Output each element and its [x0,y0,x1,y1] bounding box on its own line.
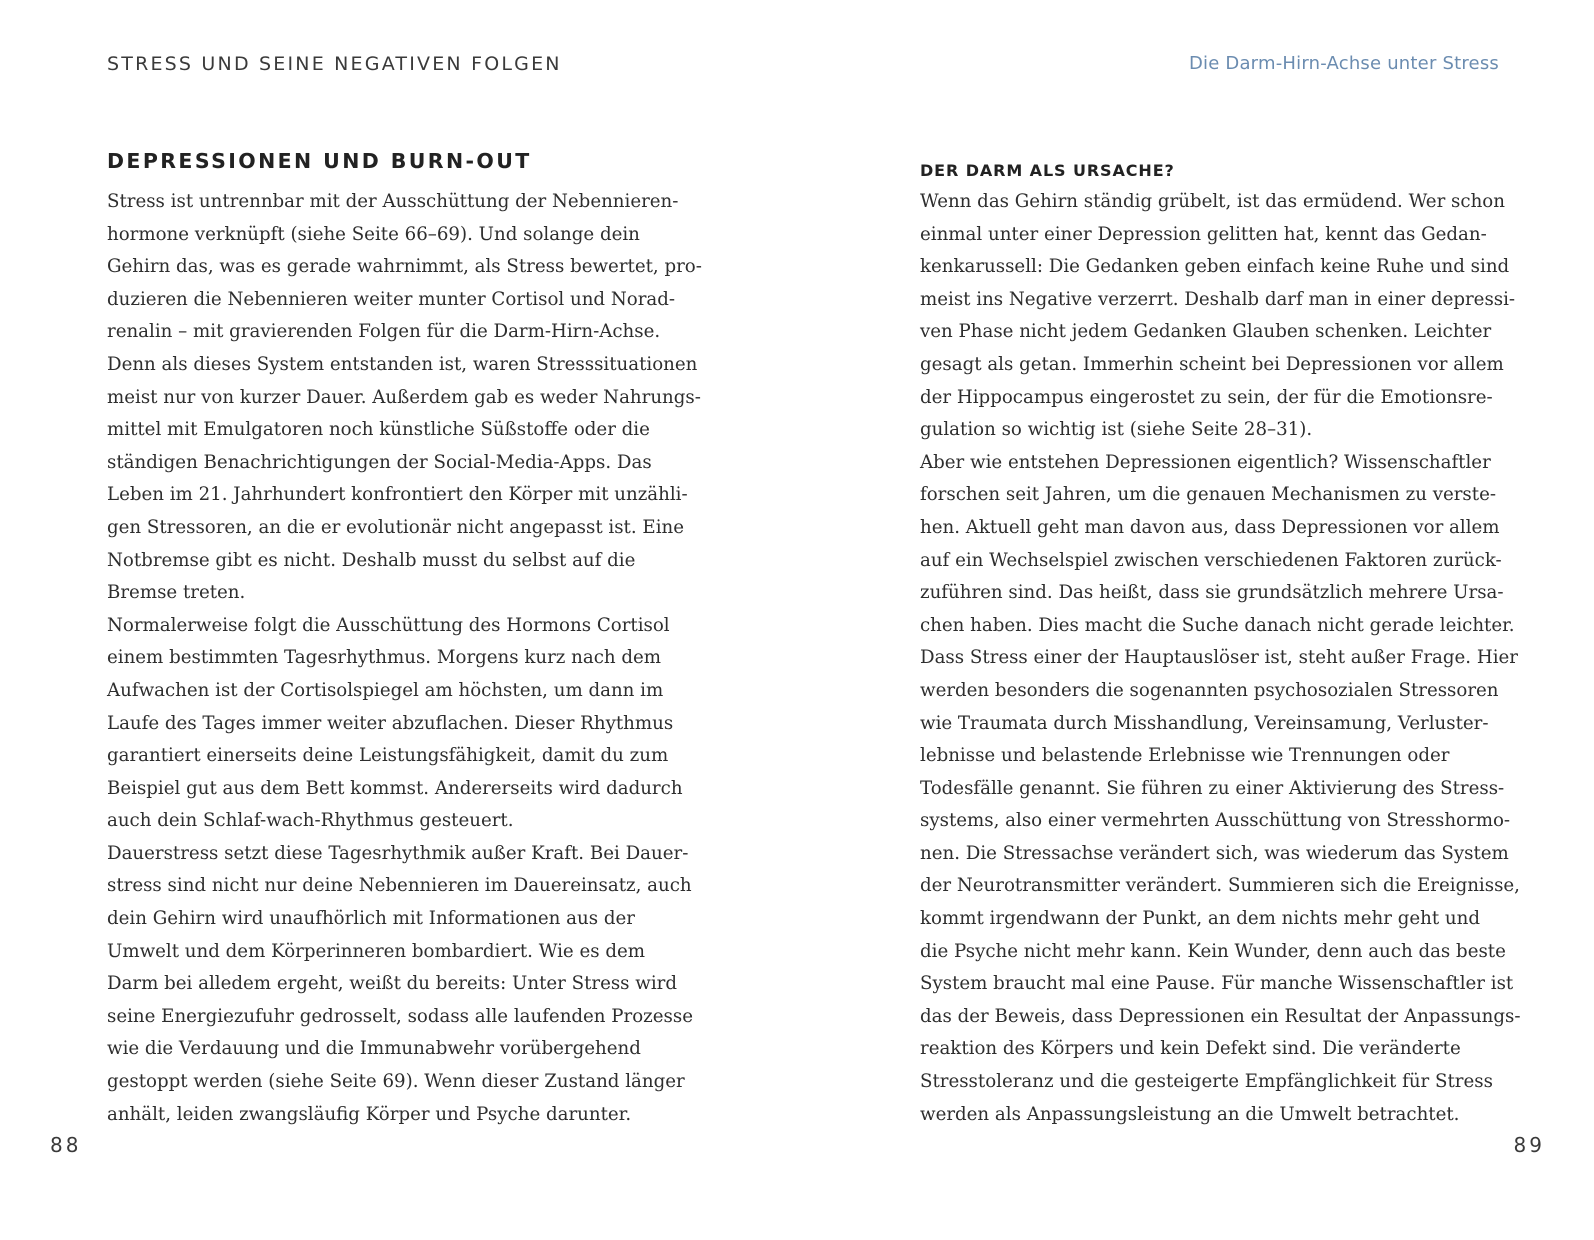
body-line: Darm bei alledem ergeht, weißt du bereits: Unter Stress wird [107,973,678,995]
body-line: kenkarussell: Die Gedanken geben einfach keine Ruhe und sind [920,256,1510,278]
body-line: werden als Anpassungsleistung an die Umwelt betrachtet. [920,1103,1460,1125]
body-line: nen. Die Stressachse verändert sich, was wiederum das System [920,842,1509,864]
body-line: meist ins Negative verzerrt. Deshalb darf man in einer depressi- [920,288,1516,310]
page-number-left: 88 [50,1133,82,1157]
body-line: auf ein Wechselspiel zwischen verschiedenen Faktoren zurück- [920,549,1502,571]
body-line: duzieren die Nebennieren weiter munter Cortisol und Norad- [107,288,676,310]
body-line: stress sind nicht nur deine Nebennieren im Dauereinsatz, auch [107,875,692,897]
body-line: kommt irgendwann der Punkt, an dem nichts mehr geht und [920,908,1480,930]
body-line: hen. Aktuell geht man davon aus, dass Depressionen vor allem [920,516,1500,538]
running-head-right: Die Darm-Hirn-Achse unter Stress [1188,53,1499,74]
body-line: Wenn das Gehirn ständig grübelt, ist das ermüdend. Wer schon [920,191,1505,212]
body-line: gestoppt werden (siehe Seite 69). Wenn dieser Zustand länger [107,1071,685,1093]
subsection-heading-darm-ursache: DER DARM ALS URSACHE? [920,161,1175,180]
body-line: einmal unter einer Depression gelitten hat, kennt das Gedan- [920,223,1487,245]
page-number-right: 89 [1513,1133,1545,1157]
body-line: Dauerstress setzt diese Tagesrhythmik außer Kraft. Bei Dauer- [107,842,689,864]
body-line: Bremse treten. [107,582,246,604]
body-line: Aber wie entstehen Depressionen eigentlich? Wissenschaftler [920,451,1491,473]
body-line: seine Energiezufuhr gedrosselt, sodass alle laufenden Prozesse [107,1005,693,1027]
body-line: renalin – mit gravierenden Folgen für die Darm-Hirn-Achse. [107,321,661,343]
body-line: werden besonders die sogenannten psychosozialen Stressoren [920,679,1499,701]
running-head-left: STRESS UND SEINE NEGATIVEN FOLGEN [107,53,562,75]
right-body-text [920,186,1520,1131]
body-line: zuführen sind. Das heißt, dass sie grundsätzlich mehrere Ursa- [920,582,1504,604]
body-line: Umwelt und dem Körperinneren bombardiert. Wie es dem [107,940,645,962]
body-line: Gehirn das, was es gerade wahrnimmt, als Stress bewertet, pro- [107,256,702,278]
body-line: auch dein Schlaf-wach-Rhythmus gesteuert. [107,810,514,832]
body-line: Normalerweise folgt die Ausschüttung des Hormons Cortisol [107,614,670,636]
body-line: meist nur von kurzer Dauer. Außerdem gab es weder Nahrungs- [107,386,701,408]
body-line: die Psyche nicht mehr kann. Kein Wunder, denn auch das beste [920,940,1506,962]
body-line: Beispiel gut aus dem Bett kommst. Andererseits wird dadurch [107,777,683,799]
body-line: wie Traumata durch Misshandlung, Vereinsamung, Verluster- [920,712,1489,734]
body-line: Leben im 21. Jahrhundert konfrontiert den Körper mit unzähli- [107,484,688,506]
body-line: mittel mit Emulgatoren noch künstliche Süßstoffe oder die [107,419,650,441]
body-line: anhält, leiden zwangsläufig Körper und Psyche darunter. [107,1103,632,1125]
body-line: hormone verknüpft (siehe Seite 66–69). Und solange dein [107,223,640,245]
body-line: wie die Verdauung und die Immunabwehr vorübergehend [107,1038,641,1060]
body-line: ständigen Benachrichtigungen der Social-Media-Apps. Das [107,451,652,473]
body-line: lebnisse und belastende Erlebnisse wie Trennungen oder [920,745,1450,767]
body-line: gen Stressoren, an die er evolutionär nicht angepasst ist. Eine [107,516,685,538]
body-line: Notbremse gibt es nicht. Deshalb musst du selbst auf die [107,549,636,571]
body-line: Stresstoleranz und die gesteigerte Empfänglichkeit für Stress [920,1071,1493,1093]
body-line: gesagt als getan. Immerhin scheint bei Depressionen vor allem [920,353,1504,375]
body-line: Aufwachen ist der Cortisolspiegel am höchsten, um dann im [107,679,664,701]
body-line: das der Beweis, dass Depressionen ein Resultat der Anpassungs- [920,1005,1521,1027]
body-line: chen haben. Dies macht die Suche danach nicht gerade leichter. [920,614,1515,636]
body-line: Stress ist untrennbar mit der Ausschüttung der Nebennieren- [107,191,679,212]
body-line: Todesfälle genannt. Sie führen zu einer Aktivierung des Stress- [920,777,1505,799]
body-line: garantiert einerseits deine Leistungsfähigkeit, damit du zum [107,745,669,767]
body-line: reaktion des Körpers und kein Defekt sind. Die veränderte [920,1038,1461,1060]
body-line: der Neurotransmitter verändert. Summieren sich die Ereignisse, [920,875,1520,897]
body-line: Denn als dieses System entstanden ist, waren Stresssituationen [107,353,698,375]
body-line: forschen seit Jahren, um die genauen Mechanismen zu verste- [920,484,1496,506]
body-line: einem bestimmten Tagesrhythmus. Morgens kurz nach dem [107,647,662,669]
body-line: systems, also einer vermehrten Ausschüttung von Stresshormo- [920,810,1511,832]
body-line: gulation so wichtig ist (siehe Seite 28–31). [920,419,1313,441]
body-line: ven Phase nicht jedem Gedanken Glauben schenken. Leichter [920,321,1492,343]
body-line: Laufe des Tages immer weiter abzuflachen. Dieser Rhythmus [107,712,674,734]
left-body-text [107,186,707,1131]
body-line: dein Gehirn wird unaufhörlich mit Informationen aus der [107,908,635,930]
section-heading-depressionen: DEPRESSIONEN UND BURN-OUT [107,149,532,173]
body-line: der Hippocampus eingerostet zu sein, der für die Emotionsre- [920,386,1493,408]
body-line: System braucht mal eine Pause. Für manche Wissenschaftler ist [920,973,1514,995]
body-line: Dass Stress einer der Hauptauslöser ist, steht außer Frage. Hier [920,647,1518,669]
